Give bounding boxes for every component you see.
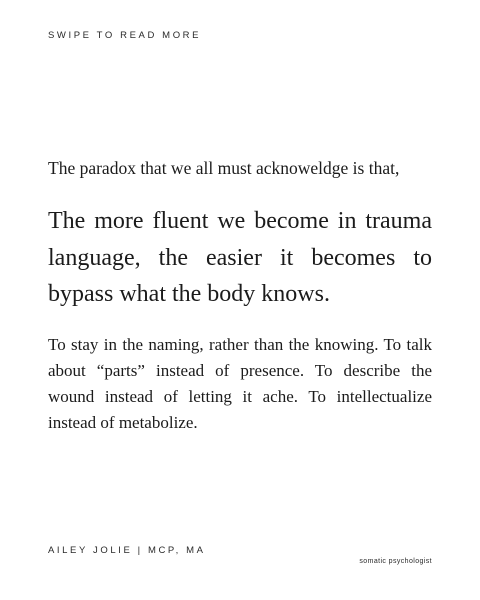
author-role: somatic psychologist xyxy=(359,558,432,565)
intro-text: The paradox that we all must acknoweldge is that, xyxy=(48,158,400,178)
post-content xyxy=(48,157,432,436)
swipe-to-read-more-label: SWIPE TO READ MORE xyxy=(48,30,202,41)
body-text: To stay in the naming, rather than the knowing. To talk about “parts” instead of presence. To describe the wound instead of letting it ache. To intellectualize instead of metabolize. xyxy=(48,334,432,432)
author-credit: AILEY JOLIE | MCP, MA xyxy=(48,545,206,556)
headline-text: The more fluent we become in trauma language, the easier it becomes to bypass what the body knows. xyxy=(48,208,432,307)
